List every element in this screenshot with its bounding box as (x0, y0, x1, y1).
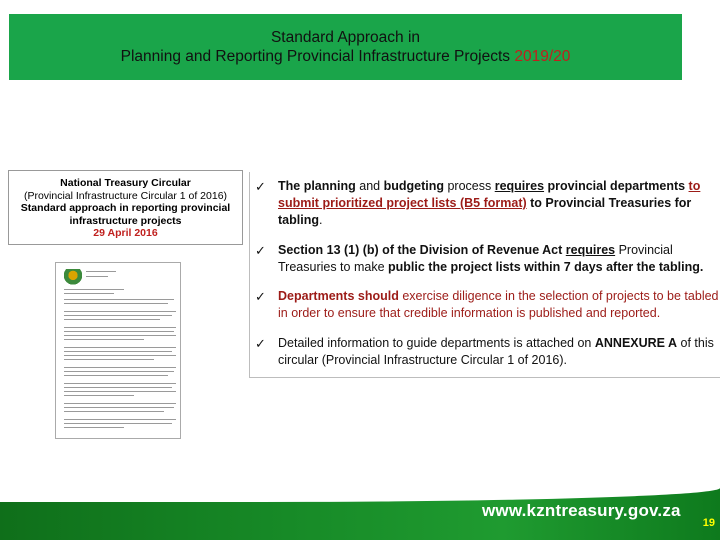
thumb-line (64, 289, 124, 290)
thumb-line (64, 367, 176, 368)
bullet-text: Section 13 (1) (b) of the Division of Revenue Act requires Provincial Treasuries to make public the project lists within 7 days after the tabling. (278, 243, 704, 274)
thumb-line (64, 311, 176, 312)
circular-date: 29 April 2016 (93, 227, 158, 239)
thumb-line (64, 303, 168, 304)
thumb-line (64, 351, 172, 352)
thumb-line (64, 407, 174, 408)
thumb-line (86, 276, 108, 277)
thumb-line (64, 383, 176, 384)
checkmark-icon: ✓ (255, 336, 266, 351)
thumb-line (64, 339, 144, 340)
thumb-line (64, 423, 172, 424)
circular-description-2: infrastructure projects (69, 214, 182, 227)
thumb-line (64, 419, 176, 420)
page-number: 19 (702, 517, 715, 529)
thumb-line (64, 395, 134, 396)
thumb-line (64, 375, 168, 376)
coat-of-arms-icon (64, 269, 82, 285)
thumb-line (64, 411, 164, 412)
circular-title: National Treasury Circular (60, 177, 191, 189)
circular-document-thumbnail (55, 262, 181, 439)
title-banner (9, 14, 682, 80)
title-line-1: Standard Approach in (270, 29, 421, 46)
thumb-line (64, 315, 172, 316)
thumb-line (86, 271, 116, 272)
thumb-line (64, 403, 176, 404)
checkmark-icon: ✓ (255, 179, 266, 194)
circular-description-1: Standard approach in reporting provincial (20, 202, 231, 214)
thumb-line (64, 327, 176, 328)
thumb-line (64, 293, 114, 294)
checkmark-icon: ✓ (255, 243, 266, 258)
thumb-line (64, 427, 124, 428)
thumb-line (64, 347, 176, 348)
thumb-line (64, 335, 176, 336)
title-year: 2019/20 (514, 48, 571, 65)
bullet-text: Departments should exercise diligence in the selection of projects to be tabled in order to ensure that credible information is published and reported. (278, 289, 719, 320)
bullet-text: The planning and budgeting process requires provincial departments to submit prioritized project lists (B5 format) to Provincial Treasuries for tabling. (278, 179, 701, 227)
bullet-text: Detailed information to guide departments is attached on ANNEXURE A of this circular (Provincial Infrastructure Circular 1 of 2016). (278, 336, 714, 367)
circular-subtitle: (Provincial Infrastructure Circular 1 of 2016) (23, 189, 228, 202)
thumb-line (64, 371, 174, 372)
thumb-line (64, 319, 160, 320)
thumb-line (64, 387, 172, 388)
title-line-2 (121, 47, 571, 66)
checkmark-icon: ✓ (255, 289, 266, 304)
circular-info-box (8, 170, 243, 245)
thumb-line (64, 299, 174, 300)
bullets-panel (249, 172, 720, 378)
thumb-line (64, 391, 176, 392)
thumb-line (64, 359, 154, 360)
thumb-line (64, 355, 176, 356)
thumb-line (64, 331, 174, 332)
title-line-2-text: Planning and Reporting Provincial Infrastructure Projects (120, 48, 515, 65)
website-url[interactable]: www.kzntreasury.gov.za (482, 501, 681, 520)
